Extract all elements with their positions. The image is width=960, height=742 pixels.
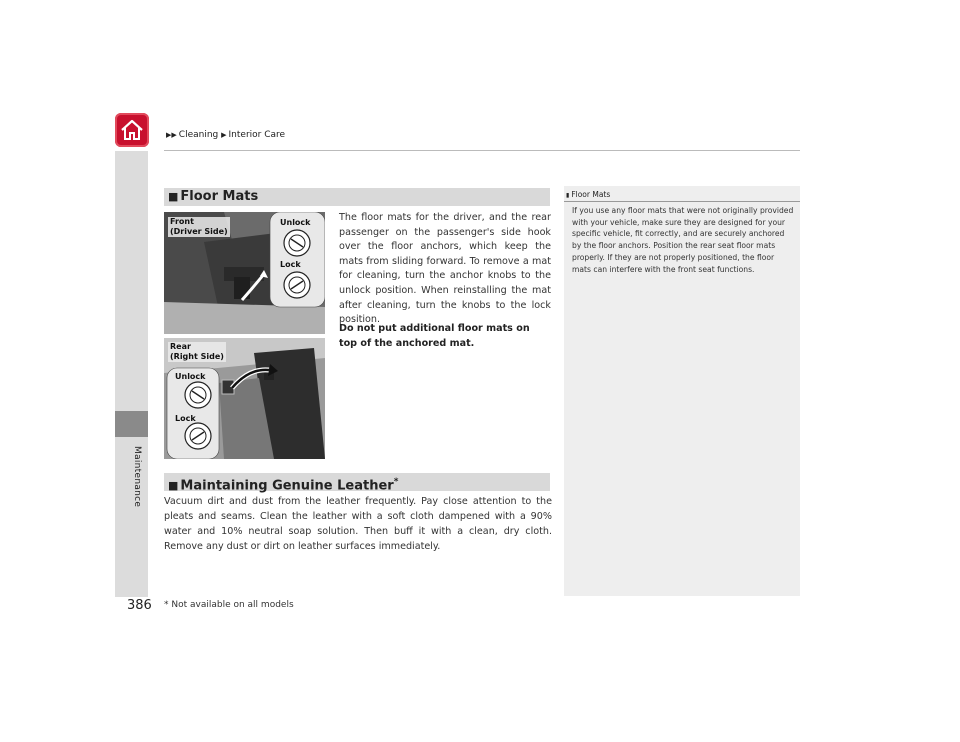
not-available-mark: *: [393, 477, 399, 487]
section-heading-floor-mats: [164, 188, 550, 206]
rear-right-side-label: Rear (Right Side): [170, 342, 224, 361]
header-rule: [164, 150, 800, 151]
front-unlock-label: Unlock: [280, 218, 311, 227]
breadcrumb-arrow-icon: ▶▶: [166, 131, 177, 139]
front-driver-side-label: Front (Driver Side): [170, 217, 228, 236]
floor-mats-body-text: The floor mats for the driver, and the rear passenger on the passenger's side hook over the floor anchors, which keep the mats from sliding forward. To remove a mat for cleaning, turn the anchor knobs to the unlock position. When reinstalling the mat after cleaning, turn the knobs to the lock position.: [339, 212, 551, 326]
breadcrumb-item-cleaning[interactable]: Cleaning: [178, 130, 219, 140]
sidebar-active-tab[interactable]: [115, 411, 148, 437]
side-note-text: If you use any floor mats that were not originally provided with your vehicle, make sure they are designed for your specific vehicle, fit correctly, and are securely anchored by the floor anchors. Position the rear seat floor mats properly. If they are not properly positioned, the floor mats can interfere with the front seat functions.: [572, 206, 794, 274]
breadcrumb-arrow-icon: ▶: [221, 131, 227, 139]
front-lock-label: Lock: [280, 260, 301, 269]
square-bullet-icon: ■: [168, 190, 179, 203]
side-note-title: ▮ Floor Mats: [566, 190, 611, 199]
home-button[interactable]: [115, 113, 149, 147]
breadcrumb-item-interior-care[interactable]: Interior Care: [228, 130, 286, 140]
floor-mats-warning: Do not put additional floor mats on top of the anchored mat.: [339, 323, 530, 349]
footnote: * Not available on all models: [164, 600, 294, 610]
rear-unlock-label: Unlock: [175, 372, 206, 381]
leather-body-text: Vacuum dirt and dust from the leather frequently. Pay close attention to the pleats and seams. Clean the leather with a soft cloth dampened with a 90% water and 10% neutral soap solution. Then buff it with a clean, dry cloth. Remove any dust or dirt on leather surfaces immediately.: [164, 496, 552, 552]
sidebar-section-label: Maintenance: [132, 446, 142, 508]
breadcrumb: [166, 130, 285, 140]
sidebar-strip: [115, 151, 148, 411]
rear-lock-label: Lock: [175, 414, 196, 423]
note-marker-icon: ▮: [566, 192, 570, 199]
home-icon: [119, 117, 145, 143]
side-note-rule: [564, 201, 800, 202]
section-title: Maintaining Genuine Leather: [180, 478, 394, 494]
page-number: 386: [127, 598, 152, 613]
section-heading-leather: [164, 473, 550, 494]
square-bullet-icon: ■: [168, 479, 179, 493]
section-title: Floor Mats: [180, 189, 259, 204]
